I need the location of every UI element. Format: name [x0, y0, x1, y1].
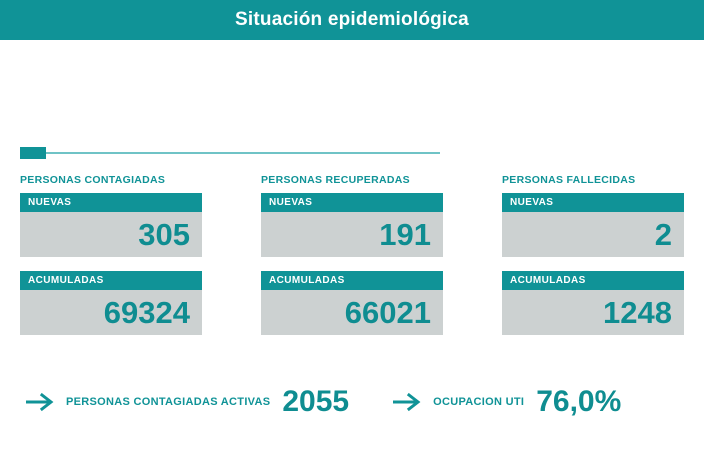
- metric-value: 66021: [344, 295, 431, 330]
- metric-label: NUEVAS: [502, 193, 684, 212]
- metric-value: 2: [654, 217, 672, 252]
- metric-label: ACUMULADAS: [261, 271, 443, 290]
- footer-item-uti: [391, 387, 621, 417]
- metric-value-box: [261, 212, 443, 257]
- metric-nuevas: [261, 193, 443, 257]
- column-title: PERSONAS CONTAGIADAS: [20, 174, 166, 186]
- metric-label: ACUMULADAS: [502, 271, 684, 290]
- metric-nuevas: [502, 193, 684, 257]
- footer-value: 2055: [282, 385, 350, 418]
- rule-line: [20, 152, 440, 154]
- footer-item-activas: [24, 387, 349, 417]
- footer-stats: [24, 378, 684, 426]
- column-fallecidas: [502, 174, 684, 349]
- rule-marker: [20, 147, 46, 159]
- page-title: Situación epidemiológica: [235, 9, 469, 30]
- column-contagiadas: [20, 174, 202, 349]
- metric-label: NUEVAS: [20, 193, 202, 212]
- metric-value-box: [502, 290, 684, 335]
- metric-value: 69324: [103, 295, 190, 330]
- metric-value: 191: [379, 217, 431, 252]
- footer-label: OCUPACION UTI: [433, 396, 525, 408]
- metric-acumuladas: [20, 271, 202, 335]
- metric-value-box: [261, 290, 443, 335]
- metric-nuevas: [20, 193, 202, 257]
- metric-acumuladas: [502, 271, 684, 335]
- arrow-right-icon: [24, 390, 56, 414]
- metric-acumuladas: [261, 271, 443, 335]
- header-bar: [0, 0, 704, 40]
- metric-value: 1248: [603, 295, 672, 330]
- metric-value: 305: [138, 217, 190, 252]
- footer-value: 76,0%: [536, 385, 622, 418]
- footer-label: PERSONAS CONTAGIADAS ACTIVAS: [66, 396, 271, 408]
- arrow-right-icon: [391, 390, 423, 414]
- progress-rule: [20, 147, 440, 159]
- metric-label: NUEVAS: [261, 193, 443, 212]
- metrics-columns: [20, 174, 684, 349]
- metric-value-box: [20, 212, 202, 257]
- metric-label: ACUMULADAS: [20, 271, 202, 290]
- column-title: PERSONAS FALLECIDAS: [502, 174, 636, 186]
- column-recuperadas: [261, 174, 443, 349]
- metric-value-box: [20, 290, 202, 335]
- column-title: PERSONAS RECUPERADAS: [261, 174, 410, 186]
- metric-value-box: [502, 212, 684, 257]
